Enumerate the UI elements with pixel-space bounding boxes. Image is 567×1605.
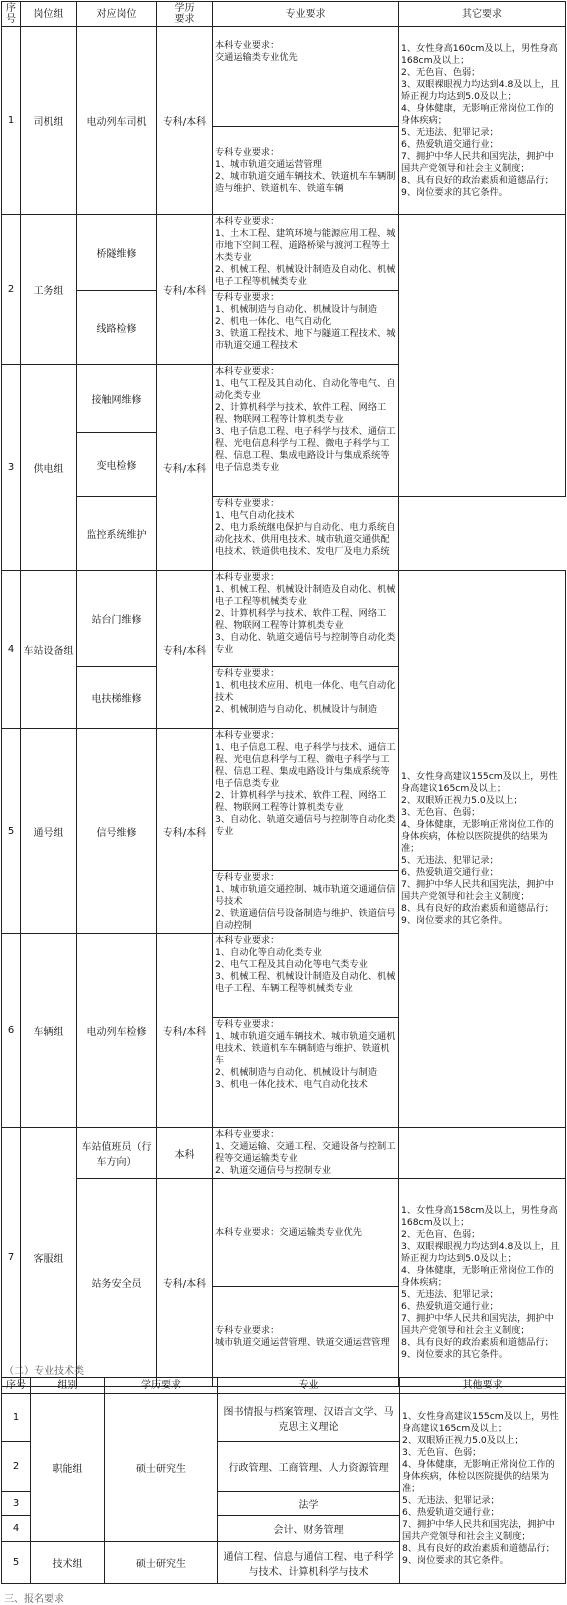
req-line: 9、岗位要求的其它条件。 xyxy=(401,915,508,926)
req-line: 1、机电技术应用、机电一体化、电气自动化技术 xyxy=(215,680,396,703)
major-req xyxy=(213,1287,399,1387)
req-line: 3、双眼裸眼视力均达到4.8及以上，且矫正视力均达到5.0及以上； xyxy=(401,78,560,102)
row-post: 电扶梯维修 xyxy=(77,667,157,729)
row-seq: 3 xyxy=(2,365,21,571)
major-req xyxy=(213,27,399,127)
row-post: 接触网维修 xyxy=(77,365,157,433)
header-post: 对应岗位 xyxy=(77,2,157,27)
table-header-row xyxy=(2,1378,566,1394)
other-req-blank xyxy=(399,215,566,497)
row-post: 站务安全员 xyxy=(77,1179,157,1387)
req-line: 2、电力系统继电保护与自动化、电力系统自动化技术、供用电技术、城市轨道交通供配电技术、铁道供电技术、发电厂及电力系统 xyxy=(215,522,396,557)
req-line: 专科专业要求： xyxy=(215,146,280,158)
req-line: 1、土木工程、建筑环境与能源应用工程、城市地下空间工程、道路桥梁与渡河工程等土木类专业 xyxy=(215,228,396,263)
row-edu: 硕士研究生 xyxy=(105,1542,218,1584)
req-line: 专科专业要求： xyxy=(215,292,280,303)
major-req xyxy=(213,1179,399,1287)
other-req xyxy=(400,1394,566,1584)
req-line: 1、自动化等自动化类专业 xyxy=(215,947,322,958)
req-line: 2、轨道交通信号与控制专业 xyxy=(215,1165,332,1176)
row-seq: 2 xyxy=(2,215,21,365)
req-line: 2、计算机科学与技术、软件工程、网络工程、物联网工程等计算机类专业 xyxy=(215,608,387,631)
recruit-table-operations xyxy=(1,1,566,1387)
row-group: 车站设备组 xyxy=(21,571,77,729)
req-line: 本科专业要求：交通运输类专业优先 xyxy=(215,1226,362,1238)
other-req xyxy=(399,27,566,215)
req-line: 本科专业要求： xyxy=(215,1129,280,1140)
major-req xyxy=(213,934,399,1018)
row-seq: 1 xyxy=(2,1394,31,1442)
section-title: （二）专业技术类 xyxy=(4,1366,84,1377)
req-line: 7、拥护中华人民共和国宪法，拥护中国共产党领导和社会主义制度； xyxy=(402,1518,555,1542)
row-seq: 6 xyxy=(2,934,21,1128)
header-other: 其它要求 xyxy=(399,2,566,27)
row-edu: 硕士研究生 xyxy=(105,1394,218,1542)
req-line: 3、无色盲、色弱； xyxy=(402,1446,482,1458)
req-line: 本科专业要求： xyxy=(215,216,280,227)
req-line: 2、双眼矫正视力5.0及以上； xyxy=(402,1434,524,1446)
req-line: 2、城市轨道交通车辆技术、铁道机车车辆制造与维护、铁道机车、铁道车辆 xyxy=(215,170,396,194)
other-req xyxy=(399,571,566,1128)
req-line: 7、拥护中华人民共和国宪法，拥护中国共产党领导和社会主义制度； xyxy=(401,879,554,902)
row-edu: 本科 xyxy=(157,1128,213,1179)
row-post: 车站值班员（行车方向） xyxy=(77,1128,157,1179)
row-post: 电动列车检修 xyxy=(77,934,157,1128)
req-line: 专科专业要求： xyxy=(215,1019,280,1030)
req-line: 1、城市轨道交通运营管理 xyxy=(215,158,322,170)
row-seq: 1 xyxy=(2,27,21,215)
header-group: 组别 xyxy=(31,1378,105,1394)
row-seq: 7 xyxy=(2,1128,21,1387)
req-line: 本科专业要求： xyxy=(215,730,280,741)
req-line: 3、无色盲、色弱； xyxy=(401,807,481,818)
req-line: 9、岗位要求的其它条件。 xyxy=(401,186,508,198)
row-edu: 专科/本科 xyxy=(157,215,213,365)
table-header-row xyxy=(2,2,566,27)
req-line: 1、交通运输、交通工程、交通设备与控制工程等交通运输类专业 xyxy=(215,1141,396,1164)
major-req xyxy=(213,127,399,215)
req-line: 1、女性身高160cm及以上，男性身高168cm及以上； xyxy=(401,42,558,66)
row-seq: 2 xyxy=(2,1442,31,1492)
header-group: 岗位组 xyxy=(21,2,77,27)
req-line: 城市轨道交通运营管理、铁道交通运营管理 xyxy=(215,1336,390,1348)
row-group: 通号组 xyxy=(21,729,77,934)
next-section-title: 三、报名要求 xyxy=(4,1594,64,1605)
req-line: 6、热爱轨道交通行业； xyxy=(401,867,499,878)
req-line: 1、女性身高158cm及以上，男性身高168cm及以上； xyxy=(401,1204,558,1228)
table-row xyxy=(2,27,566,127)
req-line: 专科专业要求： xyxy=(215,872,280,883)
req-line: 9、岗位要求的其它条件。 xyxy=(402,1554,509,1566)
row-seq: 5 xyxy=(2,1542,31,1584)
req-line: 5、无违法、犯罪记录； xyxy=(402,1494,500,1506)
table-row xyxy=(2,1128,566,1179)
req-line: 2、电气工程及其自动化等电气类专业 xyxy=(215,959,368,970)
req-line: 2、双眼矫正视力5.0及以上； xyxy=(401,795,523,806)
req-line: 6、热爱轨道交通行业； xyxy=(401,138,499,150)
req-line: 本科专业要求： xyxy=(215,40,280,51)
req-line: 4、身体健康，无影响正常岗位工作的身体疾病； xyxy=(401,102,554,126)
req-line: 6、热爱轨道交通行业； xyxy=(401,1300,499,1312)
req-line: 专科专业要求： xyxy=(215,498,280,509)
major-req xyxy=(213,365,399,497)
req-line: 4、身体健康，无影响正常岗位工作的身体疾病，体检以医院提供的结果为准； xyxy=(402,1458,555,1494)
row-group: 车辆组 xyxy=(21,934,77,1128)
recruit-table-technical xyxy=(1,1377,566,1584)
req-line: 8、具有良好的政治素质和道德品行； xyxy=(401,903,554,914)
row-group: 职能组 xyxy=(31,1394,105,1542)
row-major: 行政管理、工商管理、人力资源管理 xyxy=(218,1442,400,1492)
req-line: 5、无违法、犯罪记录； xyxy=(401,855,499,866)
row-post: 桥隧维修 xyxy=(77,215,157,291)
major-req xyxy=(213,571,399,667)
table-row xyxy=(2,215,566,291)
req-line: 2、铁道通信信号设备制造与维护、铁道信号自动控制 xyxy=(215,908,396,931)
req-line: 3、电子信息工程、电子科学与技术、通信工程、光电信息科学与工程、微电子科学与工程、信息工程、集成电路设计与集成系统等电子信息类专业 xyxy=(215,426,396,473)
header-other: 其他要求 xyxy=(400,1378,566,1394)
req-line: 2、机械工程、机械设计制造及自动化、机械电子工程等机械类专业 xyxy=(215,264,396,287)
row-edu: 专科/本科 xyxy=(157,365,213,571)
req-line: 3、机械工程、机械设计制造及自动化、机械电子工程、车辆工程等机械类专业 xyxy=(215,971,396,994)
header-major: 专业要求 xyxy=(213,2,399,27)
row-major: 法学 xyxy=(218,1492,400,1516)
major-req xyxy=(213,215,399,291)
row-edu: 专科/本科 xyxy=(157,934,213,1128)
table-row xyxy=(2,571,566,667)
req-line: 8、具有良好的政治素质和道德品行； xyxy=(401,1336,554,1348)
req-line: 2、机械制造与自动化、机械设计与制造 xyxy=(215,704,378,715)
table-row xyxy=(2,1394,566,1442)
req-line: 3、双眼裸眼视力均达到4.8及以上，且矫正视力均达到5.0及以上； xyxy=(401,1240,560,1264)
table-row xyxy=(2,497,566,571)
row-major: 会计、财务管理 xyxy=(218,1516,400,1542)
row-seq: 4 xyxy=(2,1516,31,1542)
row-edu: 专科/本科 xyxy=(157,1179,213,1387)
req-line: 7、拥护中华人民共和国宪法，拥护中国共产党领导和社会主义制度； xyxy=(401,150,554,174)
req-line: 本科专业要求： xyxy=(215,366,280,377)
req-line: 2、无色盲、色弱； xyxy=(401,66,481,78)
other-req xyxy=(399,1179,566,1387)
req-line: 2、无色盲、色弱； xyxy=(401,1228,481,1240)
row-edu: 专科/本科 xyxy=(157,729,213,934)
req-line: 9、岗位要求的其它条件。 xyxy=(401,1348,508,1360)
row-major: 图书情报与档案管理、汉语言文学、马克思主义理论 xyxy=(218,1394,400,1442)
req-line: 1、电子信息工程、电子科学与技术、通信工程、光电信息科学与工程、微电子科学与工程、信息工程、集成电路设计与集成系统等电子信息类专业 xyxy=(215,742,396,789)
req-line: 3、铁道工程技术、地下与隧道工程技术、城市轨道交通工程技术 xyxy=(215,328,396,351)
req-line: 1、女性身高建议155cm及以上，男性身高建议165cm及以上； xyxy=(402,1410,559,1434)
req-line: 3、自动化、轨道交通信号与控制等自动化类专业 xyxy=(215,632,396,655)
header-seq: 序号 xyxy=(2,1378,31,1394)
req-line: 6、热爱轨道交通行业； xyxy=(402,1506,500,1518)
major-req xyxy=(213,667,399,729)
req-line: 7、拥护中华人民共和国宪法，拥护中国共产党领导和社会主义制度； xyxy=(401,1312,554,1336)
row-seq: 4 xyxy=(2,571,21,729)
req-line: 4、身体健康，无影响正常岗位工作的身体疾病； xyxy=(401,1264,554,1288)
req-line: 4、身体健康，无影响正常岗位工作的身体疾病，体检以医院提供的结果为准； xyxy=(401,819,554,854)
row-group: 技术组 xyxy=(31,1542,105,1584)
req-line: 1、城市轨道交通车辆技术、城市轨道交通机电技术、铁道机车车辆制造与维护、铁道机车 xyxy=(215,1031,396,1066)
header-edu: 学历 要求 xyxy=(157,2,213,27)
req-line: 5、无违法、犯罪记录； xyxy=(401,126,499,138)
req-line: 2、计算机科学与技术、软件工程、网络工程、物联网工程等计算机类专业 xyxy=(215,790,387,813)
req-line: 8、具有良好的政治素质和道德品行； xyxy=(402,1542,555,1554)
req-line: 8、具有良好的政治素质和道德品行； xyxy=(401,174,554,186)
row-group: 工务组 xyxy=(21,215,77,365)
row-post: 站台门维修 xyxy=(77,571,157,667)
req-line: 专科专业要求： xyxy=(215,1324,280,1336)
row-post: 信号维修 xyxy=(77,729,157,934)
row-post: 电动列车司机 xyxy=(77,27,157,215)
req-line: 本科专业要求： xyxy=(215,935,280,946)
major-req xyxy=(213,871,399,934)
row-major: 通信工程、信息与通信工程、电子科学与技术、计算机科学与技术 xyxy=(218,1542,400,1584)
req-line: 3、机电一体化技术、电气自动化技术 xyxy=(215,1079,368,1090)
major-req xyxy=(213,497,399,571)
major-req xyxy=(213,1018,399,1128)
req-line: 1、机械制造与自动化、机械设计与制造 xyxy=(215,304,378,315)
req-line: 1、女性身高建议155cm及以上，男性身高建议165cm及以上； xyxy=(401,771,558,794)
row-seq: 5 xyxy=(2,729,21,934)
header-major: 专业 xyxy=(218,1378,400,1394)
req-line: 1、电气工程及其自动化、自动化等电气、自动化类专业 xyxy=(215,378,396,401)
header-seq: 序 号 xyxy=(2,2,21,27)
req-line: 2、机电一体化、电气自动化 xyxy=(215,316,332,327)
req-line: 2、计算机科学与技术、软件工程、网络工程、物联网工程等计算机类专业 xyxy=(215,402,387,425)
row-post: 监控系统维护 xyxy=(77,497,157,571)
req-line: 交通运输类专业优先 xyxy=(215,52,298,63)
row-group: 司机组 xyxy=(21,27,77,215)
req-line: 1、城市轨道交通控制、城市轨道交通通信信号技术 xyxy=(215,884,396,907)
row-group: 供电组 xyxy=(21,365,77,571)
req-line: 3、自动化、轨道交通信号与控制等自动化类专业 xyxy=(215,814,396,837)
major-req xyxy=(213,1128,399,1179)
req-line: 专科专业要求： xyxy=(215,668,280,679)
row-post: 变电检修 xyxy=(77,433,157,497)
table-row xyxy=(2,1179,566,1287)
row-edu: 专科/本科 xyxy=(157,571,213,729)
row-group: 客服组 xyxy=(21,1128,77,1387)
req-line: 5、无违法、犯罪记录； xyxy=(401,1288,499,1300)
req-line: 2、机械制造与自动化、机械设计与制造 xyxy=(215,1067,378,1078)
major-req xyxy=(213,291,399,365)
req-line: 1、电气自动化技术 xyxy=(215,510,295,521)
req-line: 1、机械工程、机械设计制造及自动化、机械电子工程等机械类专业 xyxy=(215,584,396,607)
major-req xyxy=(213,729,399,871)
row-seq: 3 xyxy=(2,1492,31,1516)
row-edu: 专科/本科 xyxy=(157,27,213,215)
header-edu: 学历要求 xyxy=(105,1378,218,1394)
req-line: 本科专业要求： xyxy=(215,572,280,583)
row-post: 线路检修 xyxy=(77,291,157,365)
